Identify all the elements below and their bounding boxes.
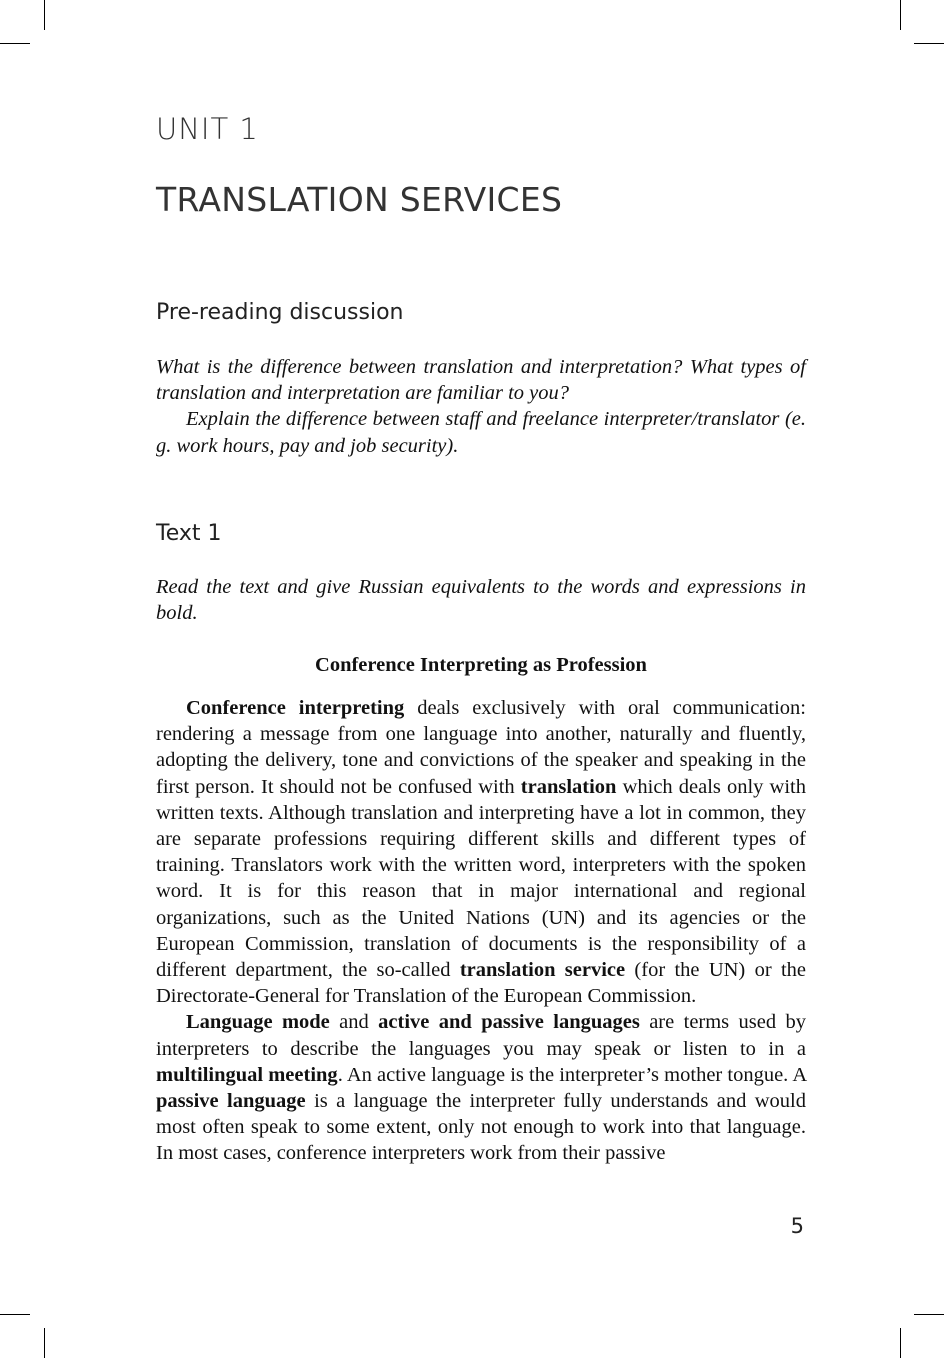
body-text: (for the UN) or the Directorate-General for Translation of the European Commission. [156,959,806,1008]
bold-term: active and passive languages [378,1011,640,1034]
body-text: and [329,1011,379,1034]
body-text: are terms used by interpreters to describe the languages you may speak or listen to in a [156,1011,807,1060]
instruction-text: Read the text and give Russian equivalents to the words and expressions in bold. [156,576,806,625]
prereading-heading: Pre-reading discussion [156,300,404,325]
prereading-question-1: What is the difference between translation and interpretation? What types of translation and interpretation are familiar to you? [156,356,806,405]
text1-heading: Text 1 [156,521,222,546]
unit-title: TRANSLATION SERVICES [156,180,563,219]
bold-term: Language mode [186,1011,330,1034]
bold-term: translation service [459,959,626,982]
crop-mark [0,43,30,44]
page-number: 5 [790,1214,804,1238]
bold-term: Conference interpreting [186,697,405,719]
article-body [156,695,806,1167]
body-text: . An active language is the interpreter’s mother tongue. A [337,1063,806,1086]
crop-mark [44,0,45,30]
bold-term: passive language [156,1090,306,1113]
crop-mark [900,1328,901,1358]
body-text: is a language the interpreter fully understands and would most often speak to some extent, only not enough to work into that language. In most cases, conference interpreters work from their passive [156,1090,806,1165]
crop-mark [914,1314,944,1315]
article-title: Conference Interpreting as Profession [315,654,647,676]
crop-mark [900,0,901,30]
prereading-questions [156,354,806,459]
crop-mark [44,1328,45,1358]
crop-mark [0,1314,30,1315]
article-paragraph-2 [156,1009,806,1166]
bold-term: translation [520,775,617,798]
unit-label: UNIT 1 [156,112,259,146]
bold-term: multilingual meeting [156,1063,338,1086]
article-paragraph-1 [156,695,806,1009]
prereading-question-2: Explain the difference between staff and freelance interpreter/translator (e. g. work hours, pay and job security). [156,408,806,457]
body-text: which deals only with written texts. Although translation and interpreting have a lot in common, they are separate professions requiring different skills and different types of training. Translators work with the written word, interpreters with the spoken word. It is for this reason that in major international and regional organizations, such as the United Nations (UN) and its agencies or the European Commission, translation of documents is the responsibility of a different department, the so-called [156,775,806,982]
body-text: deals exclusively with oral communication: rendering a message from one language into another, naturally and fluently, adopting the delivery, tone and convictions of the speaker and speaking in the first person. It should not be confused with [156,697,806,798]
crop-mark [914,43,944,44]
text1-instruction [156,574,806,626]
